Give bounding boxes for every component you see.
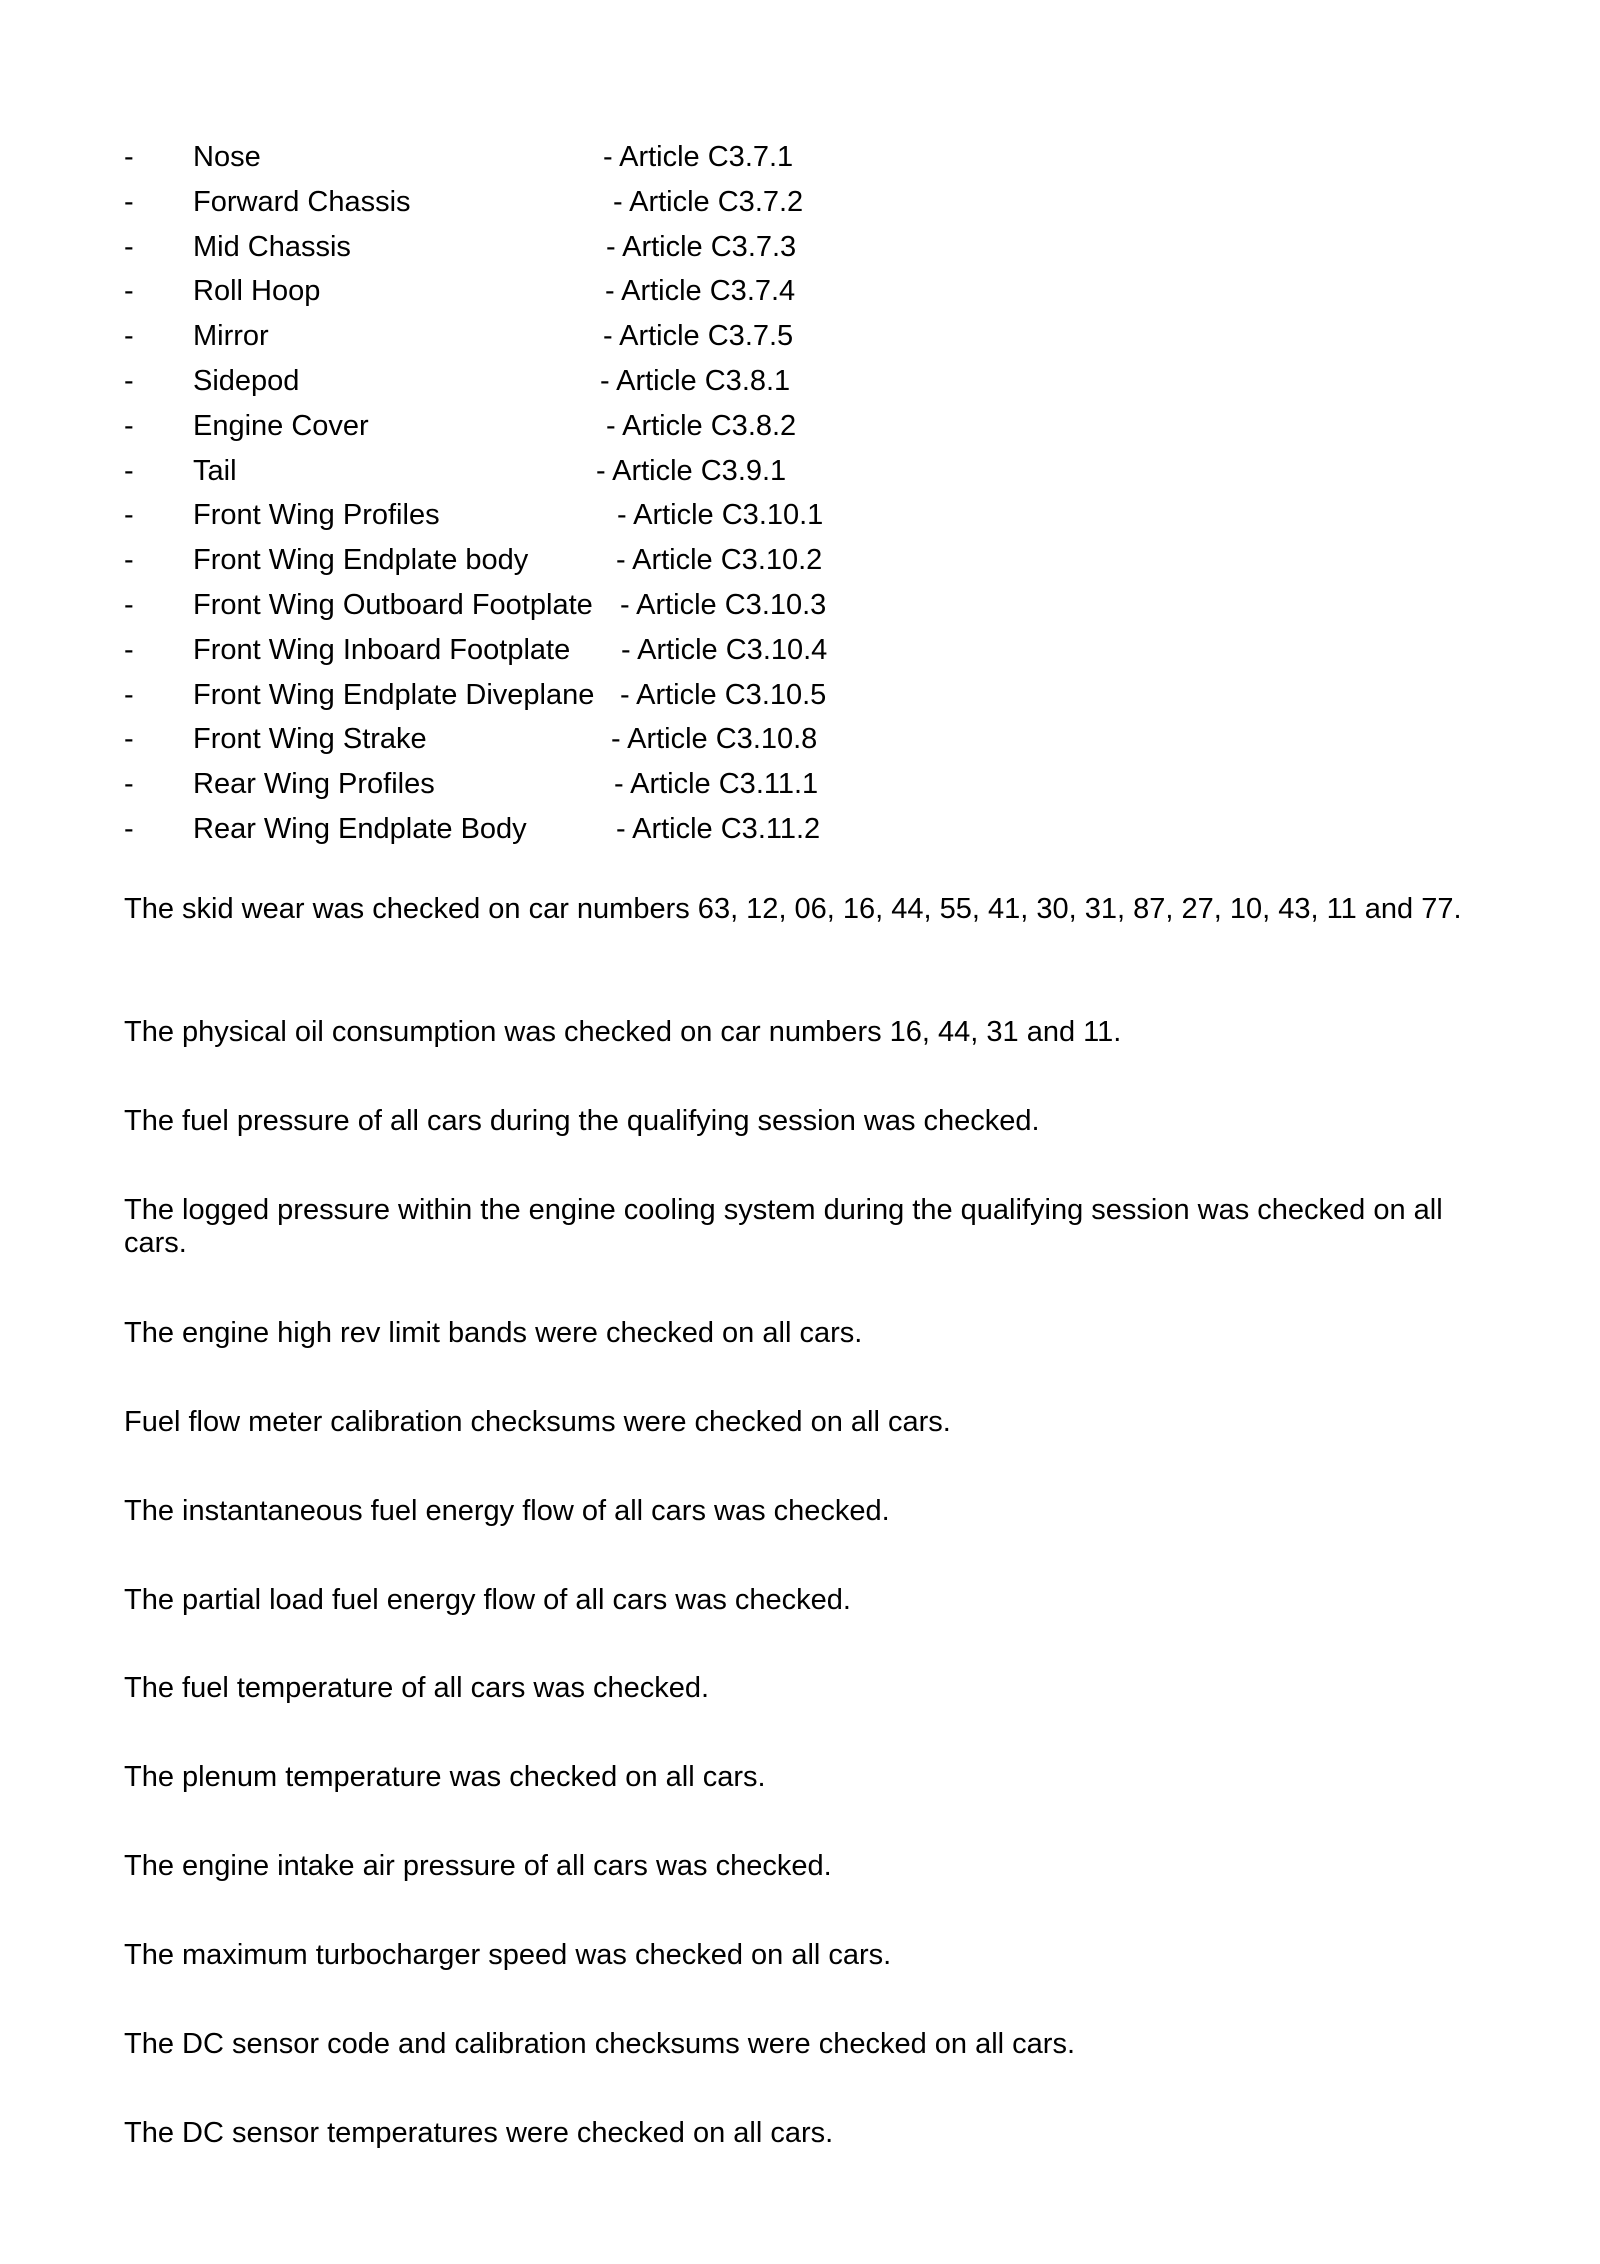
list-item xyxy=(124,180,1224,225)
list-dash: - xyxy=(124,409,134,442)
paragraph-cooling-pressure: The logged pressure within the engine cooling system during the qualifying session was checked on all cars. xyxy=(124,1194,1443,1259)
article-reference: - Article C3.10.1 xyxy=(617,499,824,532)
list-dash: - xyxy=(124,633,134,666)
paragraph-fuel-temperature: The fuel temperature of all cars was checked. xyxy=(124,1672,710,1704)
paragraph-turbocharger-speed: The maximum turbocharger speed was checked on all cars. xyxy=(124,1939,892,1971)
part-name: Front Wing Strake xyxy=(193,723,427,756)
article-reference: - Article C3.10.2 xyxy=(616,544,823,577)
list-item xyxy=(124,225,1224,270)
article-reference: - Article C3.11.1 xyxy=(614,768,819,801)
list-dash: - xyxy=(124,364,134,397)
list-item xyxy=(124,314,1224,359)
part-name: Engine Cover xyxy=(193,409,369,442)
list-dash: - xyxy=(124,812,134,845)
part-name: Sidepod xyxy=(193,364,300,397)
list-dash: - xyxy=(124,185,134,218)
paragraph-intake-pressure: The engine intake air pressure of all cars was checked. xyxy=(124,1850,832,1882)
article-reference: - Article C3.10.4 xyxy=(621,633,828,666)
list-item xyxy=(124,269,1224,314)
list-item xyxy=(124,628,1224,673)
part-name: Forward Chassis xyxy=(193,185,411,218)
paragraph-instantaneous-fuel-flow: The instantaneous fuel energy flow of all cars was checked. xyxy=(124,1495,890,1527)
part-name: Roll Hoop xyxy=(193,275,321,308)
article-reference: - Article C3.10.5 xyxy=(620,678,827,711)
list-item xyxy=(124,135,1224,180)
paragraph-dc-sensor-temperatures: The DC sensor temperatures were checked on all cars. xyxy=(124,2117,834,2149)
list-dash: - xyxy=(124,678,134,711)
list-item xyxy=(124,359,1224,404)
article-reference: - Article C3.7.1 xyxy=(603,141,794,173)
part-name: Rear Wing Profiles xyxy=(193,768,435,801)
article-reference: - Article C3.7.4 xyxy=(605,275,796,308)
list-dash: - xyxy=(124,723,134,756)
list-dash: - xyxy=(124,141,134,173)
list-item xyxy=(124,538,1224,583)
paragraph-skid-wear: The skid wear was checked on car numbers 63, 12, 06, 16, 44, 55, 41, 30, 31, 87, 27, 10, 43, 11 and 77. xyxy=(124,893,1462,925)
part-name: Rear Wing Endplate Body xyxy=(193,812,527,845)
part-name: Front Wing Inboard Footplate xyxy=(193,633,571,666)
list-item xyxy=(124,493,1224,538)
part-name: Mirror xyxy=(193,320,269,353)
list-item xyxy=(124,807,1224,852)
list-item xyxy=(124,583,1224,628)
part-name: Front Wing Endplate Diveplane xyxy=(193,678,595,711)
article-reference: - Article C3.7.3 xyxy=(606,230,797,263)
list-dash: - xyxy=(124,499,134,532)
list-item xyxy=(124,449,1224,494)
part-name: Front Wing Profiles xyxy=(193,499,440,532)
list-dash: - xyxy=(124,230,134,263)
list-dash: - xyxy=(124,768,134,801)
article-reference: - Article C3.7.2 xyxy=(613,185,804,218)
article-reference: - Article C3.10.8 xyxy=(611,723,818,756)
list-item xyxy=(124,717,1224,762)
paragraph-fuel-flow-meter: Fuel flow meter calibration checksums were checked on all cars. xyxy=(124,1406,951,1438)
list-dash: - xyxy=(124,454,134,487)
list-item xyxy=(124,762,1224,807)
part-name: Nose xyxy=(193,141,261,173)
list-dash: - xyxy=(124,320,134,353)
list-item xyxy=(124,673,1224,718)
paragraph-rev-limit: The engine high rev limit bands were checked on all cars. xyxy=(124,1317,863,1349)
paragraph-oil-consumption: The physical oil consumption was checked on car numbers 16, 44, 31 and 11. xyxy=(124,1016,1122,1048)
paragraph-plenum-temperature: The plenum temperature was checked on all cars. xyxy=(124,1761,766,1793)
paragraph-partial-load-fuel-flow: The partial load fuel energy flow of all cars was checked. xyxy=(124,1584,851,1616)
part-name: Mid Chassis xyxy=(193,230,351,263)
paragraph-fuel-pressure: The fuel pressure of all cars during the qualifying session was checked. xyxy=(124,1105,1040,1137)
article-reference: - Article C3.8.1 xyxy=(600,364,791,397)
paragraph-dc-sensor-checksums: The DC sensor code and calibration checksums were checked on all cars. xyxy=(124,2028,1076,2060)
part-name: Tail xyxy=(193,454,237,487)
list-item xyxy=(124,404,1224,449)
article-reference: - Article C3.10.3 xyxy=(620,588,827,621)
list-dash: - xyxy=(124,588,134,621)
article-reference: - Article C3.11.2 xyxy=(616,812,821,845)
list-dash: - xyxy=(124,544,134,577)
part-name: Front Wing Endplate body xyxy=(193,544,529,577)
part-name: Front Wing Outboard Footplate xyxy=(193,588,593,621)
article-reference: - Article C3.8.2 xyxy=(606,409,797,442)
parts-list xyxy=(124,135,1224,852)
list-dash: - xyxy=(124,275,134,308)
article-reference: - Article C3.9.1 xyxy=(596,454,787,487)
article-reference: - Article C3.7.5 xyxy=(603,320,794,353)
